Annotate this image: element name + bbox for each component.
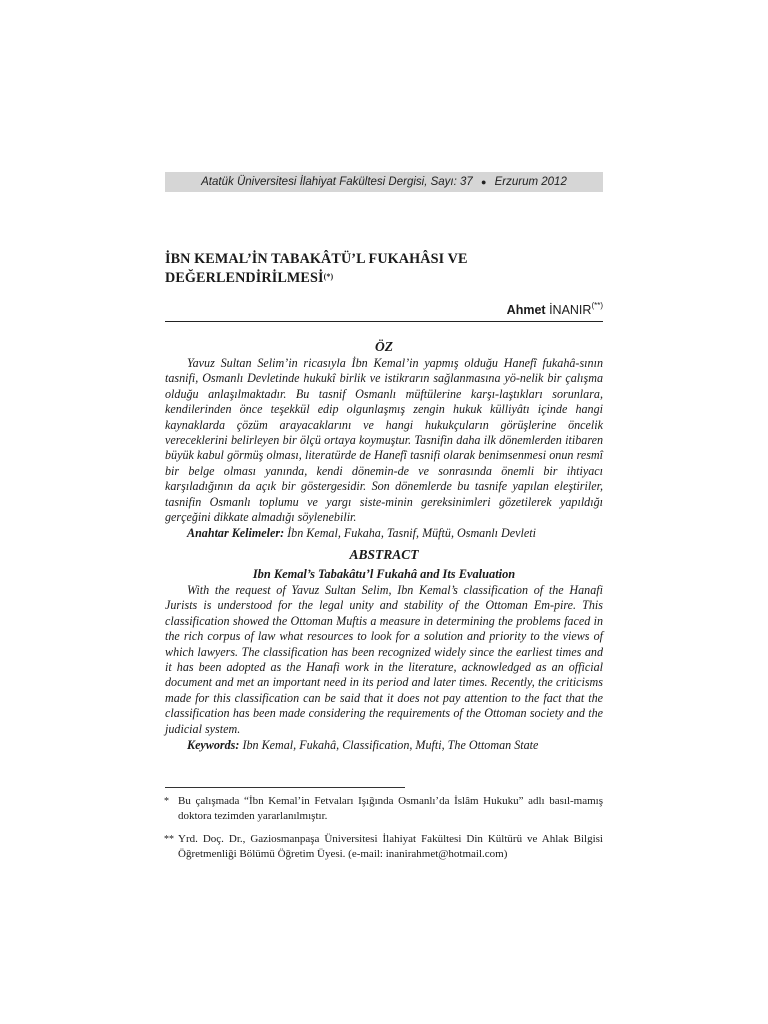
footnotes: [165, 787, 603, 862]
oz-heading: ÖZ: [375, 339, 393, 354]
journal-name: Atatük Üniversitesi İlahiyat Fakültesi Dergisi, Sayı: 37: [201, 176, 473, 188]
footnote-2: [165, 832, 603, 862]
oz-keywords-label: Anahtar Kelimeler:: [187, 526, 285, 541]
abstract-paragraph: With the request of Yavuz Sultan Selim, Ibn Kemal’s classification of the Hanafi Jurists is understood for the legal unity and stability of the Ottoman Em-pire. This classification showed the Ottoman Muftis a measure in determining the problems faced in the rich corpus of law what resources to look for a solution and priority to the views of which lawyers. The classification has been recognized widely since the earliest times and it has been adopted as the Hanafi work in the literature, acknowledged as an official document and met an important need in its period and later times. Recently, the criticisms made for this classification can be said that it does not pay attention to the fact that the classification has been made considering the requirements of the Ottoman society and the judicial system.: [165, 582, 603, 736]
author-first-name: Ahmet: [506, 303, 546, 317]
footnote-2-text: Yrd. Doç. Dr., Gaziosmanpaşa Üniversitesi İlahiyat Fakültesi Din Kültürü ve Ahlak Bilgisi Öğretmenliği Bölümü Öğretim Üyesi. (e-mail: inanirahmet@hotmail.com): [178, 833, 603, 860]
oz-keywords-list: İbn Kemal, Fukaha, Tasnif, Müftü, Osmanlı Devleti: [287, 526, 536, 541]
article-title: [165, 250, 603, 288]
title-line-2: DEĞERLENDİRİLMESİ: [165, 270, 324, 286]
author-last-name: İNANIR: [549, 303, 592, 317]
abstract-subtitle: Ibn Kemal’s Tabakâtu’l Fukahâ and Its Evaluation: [252, 566, 516, 581]
title-line-1: İBN KEMAL’İN TABAKÂTÜ’L FUKAHÂSI VE: [165, 251, 468, 267]
oz-paragraph: Yavuz Sultan Selim’in ricasıyla İbn Kemal’in yapmış olduğu Hanefî fukahâ-sının tasnifi, Osmanlı Devletinde hukukî birlik ve istikrarın sağlanmasına yö-nelik bir çalışma olduğu anlaşılmaktadır. Bu tasnif Osmanlı müftülerine karşı-laştıkları sorunlara, kendilerinden önce teşekkül edip olgunlaşmış zengin hukuk külliyâtı içinde hangi kaynaklarda çözüm arayacaklarını ve hangi hukukçuların görüşlerine öncelik vereceklerini belirleyen bir ölçü ortaya koymuştur. Tasnifin daha ilk dönemlerden itibaren büyük kabul görmüş olması, literatürde de Hanefî tasnifi olarak benimsenmesi onun resmî bir belge olması yanında, kendi dönemin-de ve sonrasında önemli bir ihtiyacı karşıladığının da açık bir göstergesidir. Son dönemlerde bu tasnife yapılan eleştiriler, tasnifin Osmanlı toplumu ve yargı siste-minin gereksinimleri gözetilerek yapıldığı gerçeğini dikkate almadığı söylenebilir.: [165, 356, 603, 525]
journal-place-year: Erzurum 2012: [494, 176, 567, 188]
footnote-1-text: Bu çalışmada “İbn Kemal’in Fetvaları Işığında Osmanlı’da İslâm Hukuku” adlı basıl-mamış doktora tezimden yararlanılmıştır.: [178, 795, 603, 822]
bullet-icon: ●: [480, 177, 487, 187]
article-page: [165, 172, 603, 753]
author-divider: [165, 321, 603, 322]
author-line: [165, 303, 603, 317]
title-footnote-ref[interactable]: (*): [323, 272, 334, 281]
footnote-1: [165, 794, 603, 824]
abstract-keywords-label: Keywords:: [187, 737, 240, 752]
footnote-2-mark: **: [164, 834, 174, 845]
oz-keywords: [165, 526, 603, 541]
abstract-keywords: [165, 738, 603, 753]
journal-header: [165, 172, 603, 192]
author-footnote-ref[interactable]: (**): [591, 301, 603, 310]
abstract-keywords-list: Ibn Kemal, Fukahâ, Classification, Mufti, The Ottoman State: [242, 737, 539, 752]
footnote-1-mark: *: [164, 796, 169, 807]
abstract-heading: ABSTRACT: [349, 546, 419, 562]
footnote-divider: [165, 787, 405, 788]
